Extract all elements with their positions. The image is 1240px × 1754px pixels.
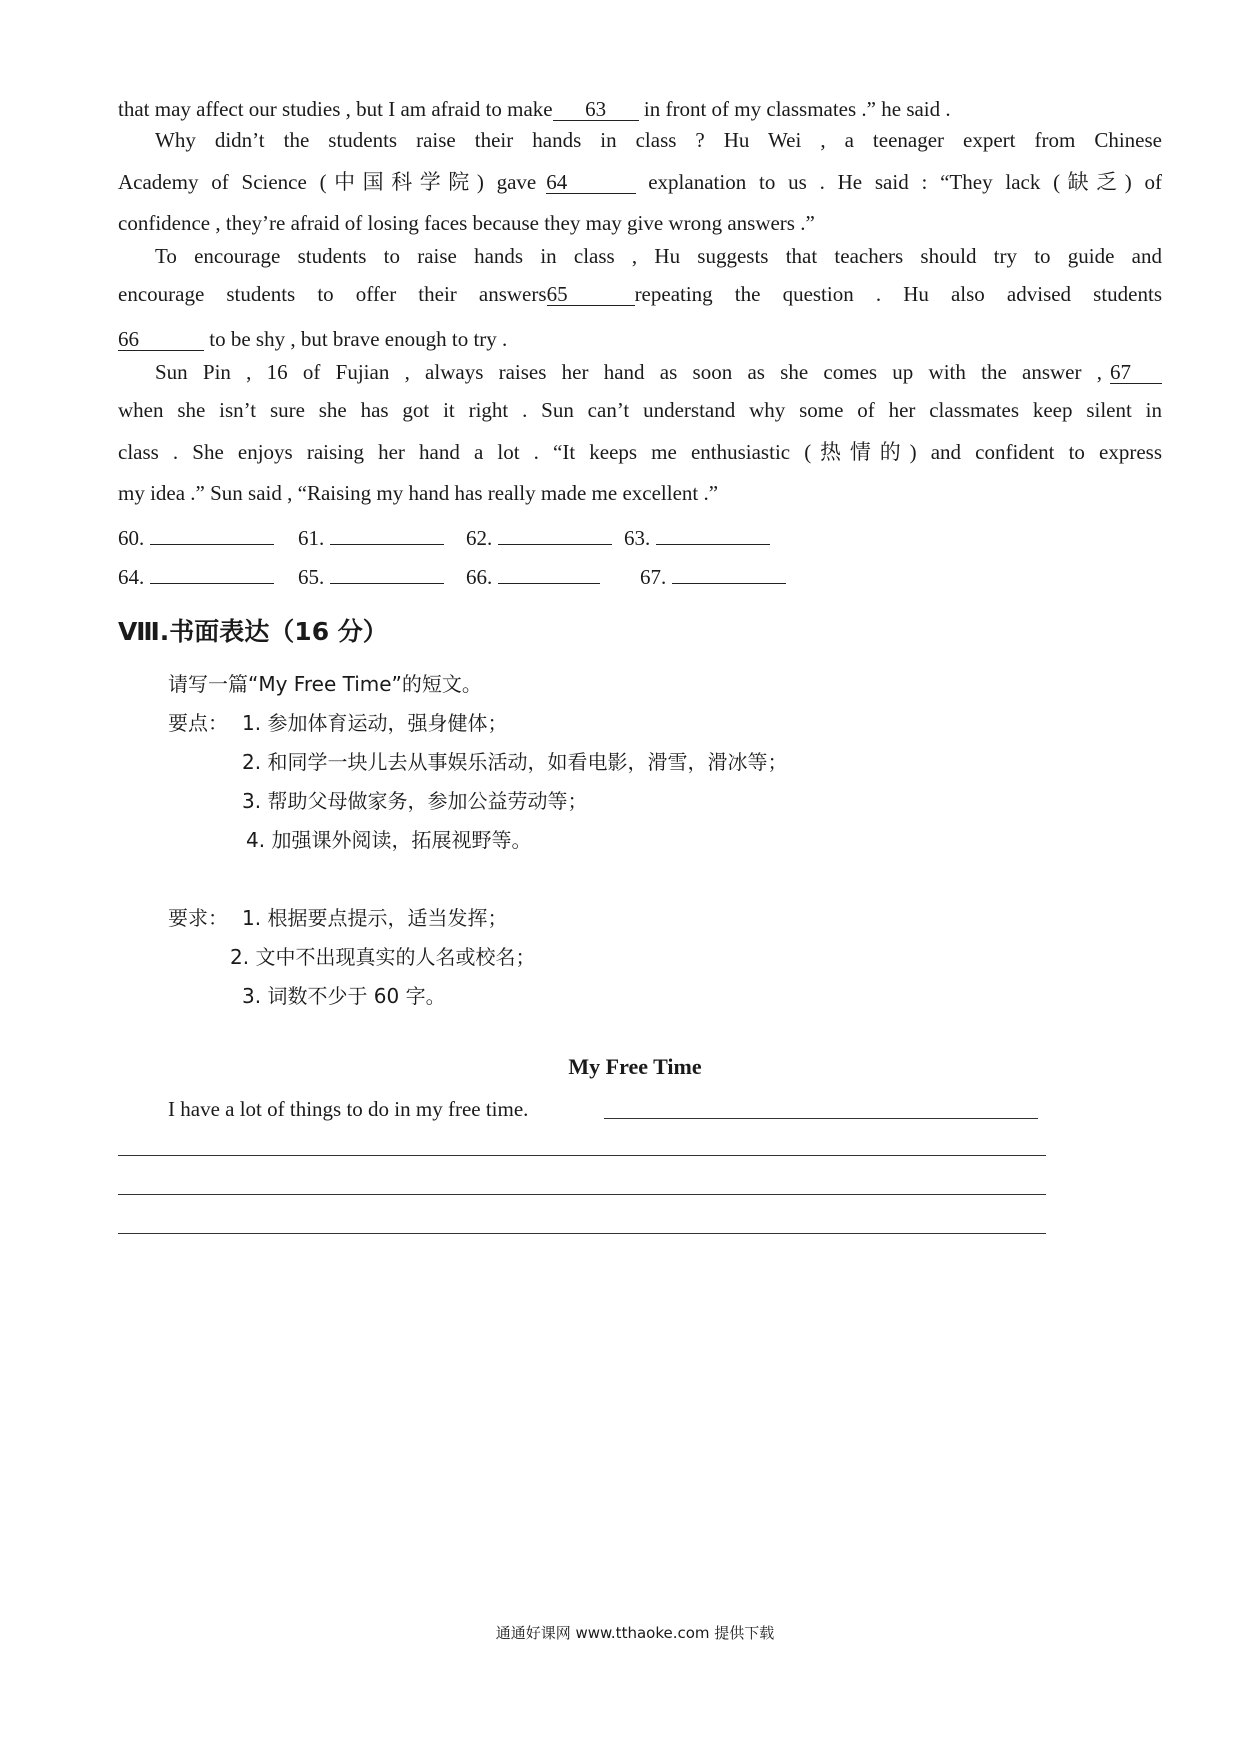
- blank-66: 66: [118, 328, 204, 351]
- passage-line-8: Sun Pin , 16 of Fujian , always raises her hand as soon as she comes up with the answer , 67: [155, 360, 1162, 385]
- passage-line-3: Academy of Science (中国科学院) gave 64 explanation to us . He said : “They lack (缺乏) of: [118, 170, 1162, 194]
- footer-text: 通通好课网 www.tthaoke.com 提供下载: [495, 1624, 775, 1642]
- passage-line-2: Why didn’t the students raise their hands in class ? Hu Wei , a teenager expert from Chinese: [155, 128, 1162, 152]
- blank-63: 63: [553, 98, 639, 121]
- answer-field-62[interactable]: [498, 526, 612, 545]
- answer-field-64[interactable]: [150, 565, 274, 584]
- passage-line-4: confidence , they’re afraid of losing faces because they may give wrong answers .”: [118, 211, 815, 235]
- point-item: 4. 加强课外阅读，拓展视野等。: [246, 828, 532, 852]
- blank-65: 65: [547, 283, 635, 306]
- essay-opening: I have a lot of things to do in my free time.: [168, 1097, 529, 1121]
- essay-writing-line[interactable]: [118, 1194, 1046, 1195]
- answer-field-60[interactable]: [150, 526, 274, 545]
- passage-line-7: 66 to be shy , but brave enough to try .: [118, 327, 508, 351]
- requirement-item: 1. 根据要点提示，适当发挥；: [242, 906, 508, 930]
- answer-field-66[interactable]: [498, 565, 600, 584]
- points-label: 要点：: [168, 711, 228, 735]
- answer-field-61[interactable]: [330, 526, 444, 545]
- passage-line-6: encourage students to offer their answers65 repeating the question . Hu also advised students: [118, 282, 1163, 306]
- passage-line-1: that may affect our studies , but I am afraid to make 63 in front of my classmates .” he said .: [118, 97, 951, 121]
- requirement-item: 2. 文中不出现真实的人名或校名；: [230, 945, 536, 969]
- answer-field-67[interactable]: [672, 565, 786, 584]
- answer-field-63[interactable]: [656, 526, 770, 545]
- point-item: 3. 帮助父母做家务，参加公益劳动等；: [242, 789, 588, 813]
- essay-title: My Free Time: [568, 1054, 702, 1079]
- answer-field-65[interactable]: [330, 565, 444, 584]
- essay-writing-line[interactable]: [118, 1233, 1046, 1234]
- requirement-item: 3. 词数不少于 60 字。: [242, 984, 446, 1008]
- requirements-label: 要求：: [168, 906, 228, 930]
- essay-writing-line[interactable]: [604, 1118, 1038, 1119]
- passage-line-5: To encourage students to raise hands in class , Hu suggests that teachers should try to guide and: [155, 244, 1162, 268]
- passage-line-10: class . She enjoys raising her hand a lot . “It keeps me enthusiastic (热情的) and confident to express: [118, 440, 1162, 464]
- writing-intro: 请写一篇“My Free Time”的短文。: [168, 672, 482, 696]
- section-heading: Ⅷ.书面表达（16 分）: [118, 617, 388, 646]
- passage-line-9: when she isn’t sure she has got it right . Sun can’t understand why some of her classmates keep silent in: [118, 398, 1162, 422]
- blank-64: 64: [546, 171, 636, 194]
- passage-line-11: my idea .” Sun said , “Raising my hand has really made me excellent .”: [118, 481, 719, 505]
- blank-67: 67: [1110, 361, 1162, 384]
- essay-writing-line[interactable]: [118, 1155, 1046, 1156]
- point-item: 1. 参加体育运动，强身健体；: [242, 711, 508, 735]
- point-item: 2. 和同学一块儿去从事娱乐活动，如看电影，滑雪，滑冰等；: [242, 750, 788, 774]
